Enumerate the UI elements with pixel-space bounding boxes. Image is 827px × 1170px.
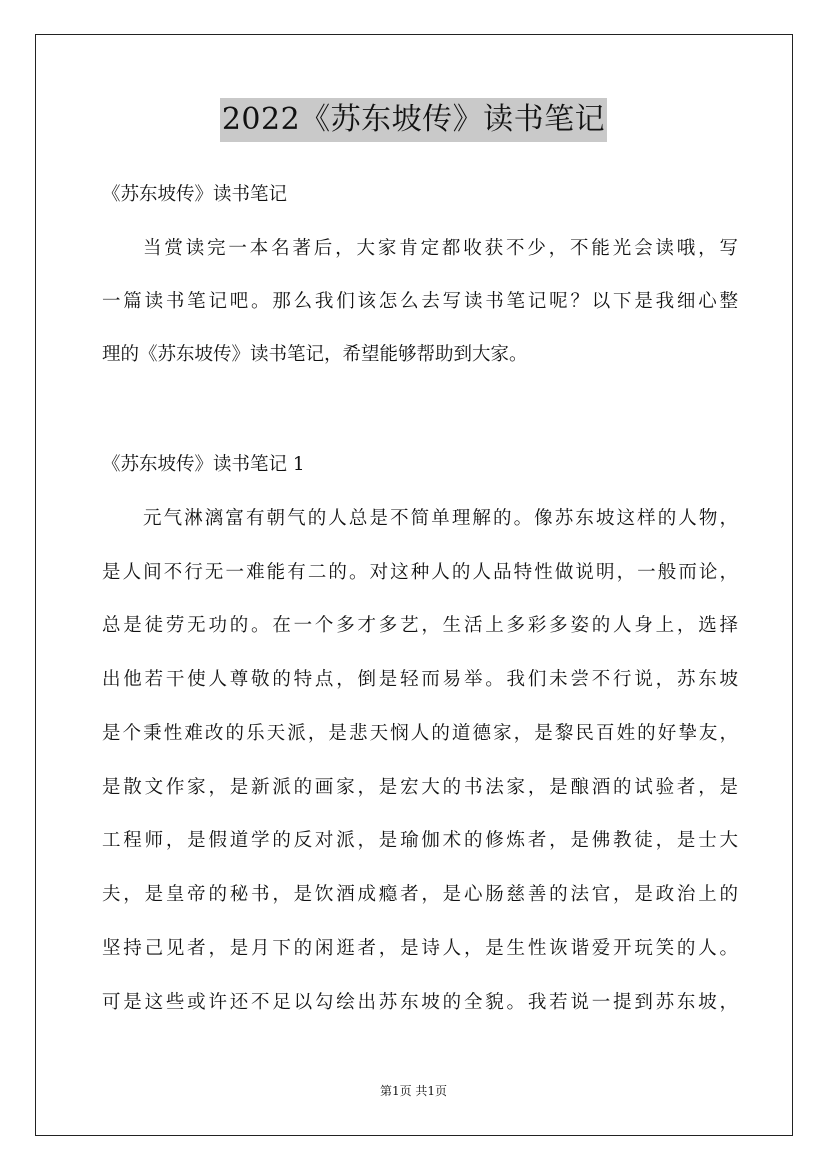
body-line: 坚持己见者，是月下的闲逛者，是诗人，是生性诙谐爱开玩笑的人。 <box>102 938 738 959</box>
body-line: 是人间不行无一难能有二的。对这种人的人品特性做说明，一般而论， <box>102 562 738 583</box>
body-line: 总是徒劳无功的。在一个多才多艺，生活上多彩多姿的人身上，选择 <box>102 615 738 636</box>
section-heading: 《苏东坡传》读书笔记 1 <box>102 454 305 475</box>
body-line: 是散文作家，是新派的画家，是宏大的书法家，是酿酒的试验者，是 <box>102 777 738 798</box>
body-line: 元气淋漓富有朝气的人总是不简单理解的。像苏东坡这样的人物， <box>143 508 738 529</box>
page-footer: 第1页 共1页 <box>379 1084 448 1098</box>
intro-line: 一篇读书笔记吧。那么我们该怎么去写读书笔记呢？以下是我细心整 <box>102 291 738 312</box>
document-title: 2022《苏东坡传》读书笔记 <box>220 98 607 142</box>
document-title-wrapper <box>0 98 827 142</box>
body-line: 夫，是皇帝的秘书，是饮酒成瘾者，是心肠慈善的法官，是政治上的 <box>102 884 738 905</box>
document-subtitle: 《苏东坡传》读书笔记 <box>102 184 288 205</box>
body-line: 工程师，是假道学的反对派，是瑜伽术的修炼者，是佛教徒，是士大 <box>102 830 738 851</box>
intro-line: 理的《苏东坡传》读书笔记，希望能够帮助到大家。 <box>102 344 528 365</box>
body-line: 出他若干使人尊敬的特点，倒是轻而易举。我们未尝不行说，苏东坡 <box>102 669 738 690</box>
body-line: 可是这些或许还不足以勾绘出苏东坡的全貌。我若说一提到苏东坡， <box>102 992 738 1013</box>
intro-line: 当赏读完一本名著后，大家肯定都收获不少，不能光会读哦，写 <box>143 238 738 259</box>
body-line: 是个秉性难改的乐天派，是悲天悯人的道德家，是黎民百姓的好挚友， <box>102 723 738 744</box>
